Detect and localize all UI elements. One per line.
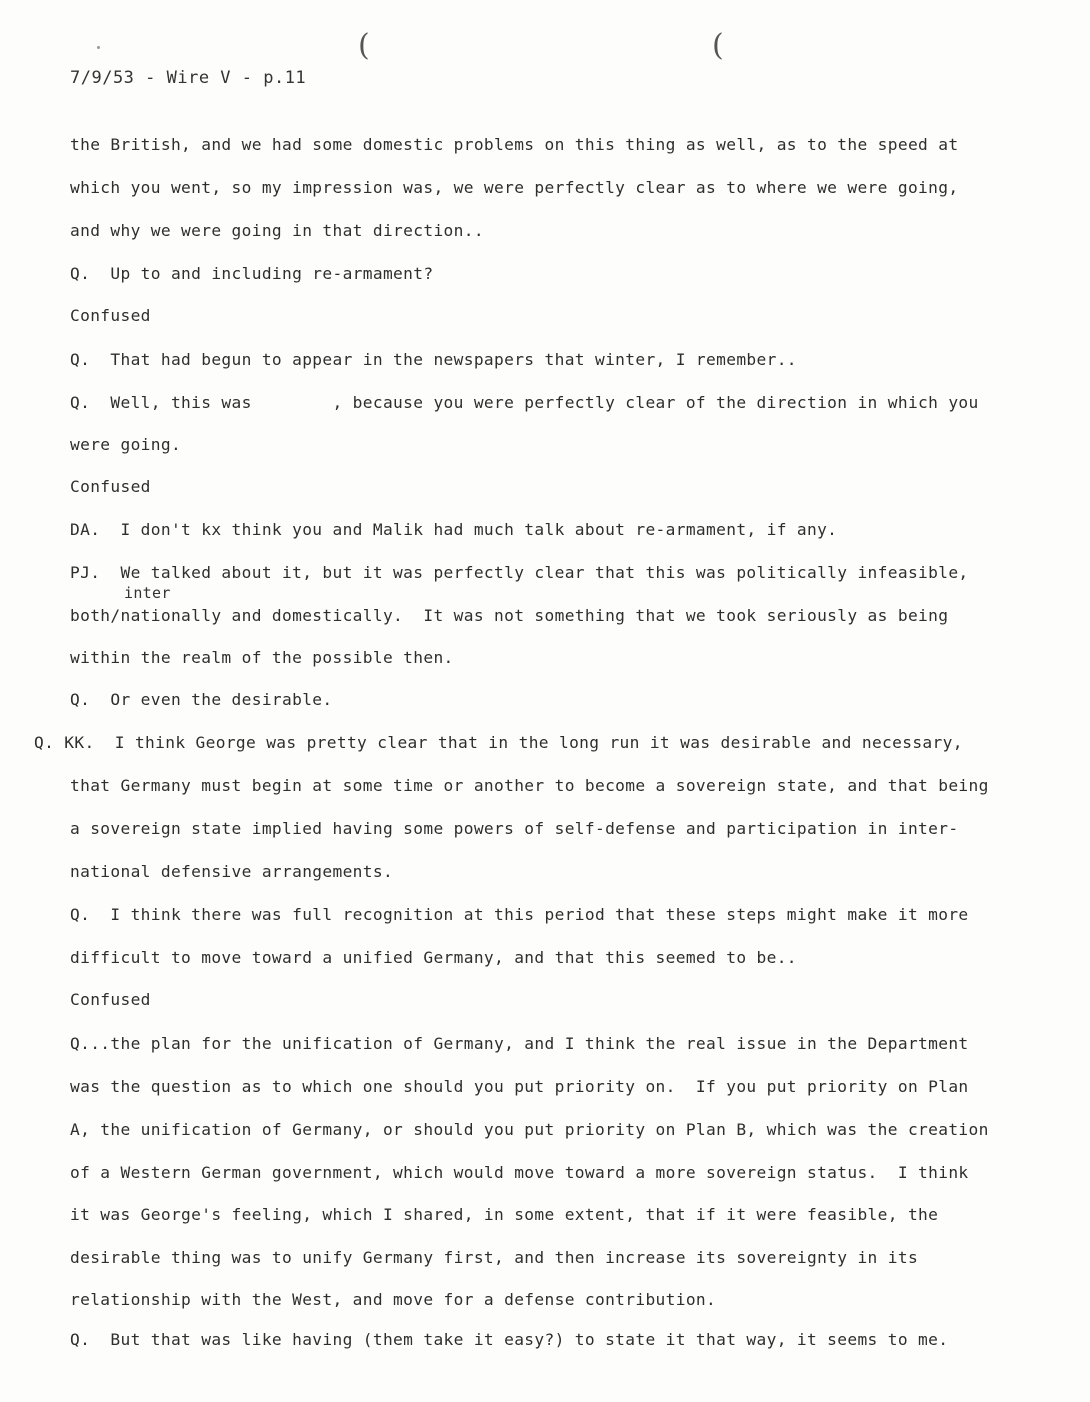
paper-speck xyxy=(97,46,100,49)
interlineation: inter xyxy=(124,584,171,602)
text-line-19: Q. I think there was full recognition at this period that these steps might make it more xyxy=(70,905,969,924)
text-line-22: Q...the plan for the unification of Germany, and I think the real issue in the Department xyxy=(70,1034,969,1053)
text-line-5: Confused xyxy=(70,306,151,325)
text-line-10: DA. I don't kx think you and Malik had much talk about re-armament, if any. xyxy=(70,520,838,539)
text-line-17: a sovereign state implied having some powers of self-defense and participation in inter- xyxy=(70,819,959,838)
text-line-9: Confused xyxy=(70,477,151,496)
text-line-26: it was George's feeling, which I shared, in some extent, that if it were feasible, the xyxy=(70,1205,939,1224)
text-line-16: that Germany must begin at some time or another to become a sovereign state, and that being xyxy=(70,776,989,795)
text-line-14: Q. Or even the desirable. xyxy=(70,690,333,709)
text-line-24: A, the unification of Germany, or should you put priority on Plan B, which was the creation xyxy=(70,1120,989,1139)
text-line-3: and why we were going in that direction.. xyxy=(70,221,484,240)
text-line-23: was the question as to which one should you put priority on. If you put priority on Plan xyxy=(70,1077,969,1096)
text-line-8: were going. xyxy=(70,435,182,454)
page-header: 7/9/53 - Wire V - p.11 xyxy=(70,68,307,88)
text-line-21: Confused xyxy=(70,990,151,1009)
text-line-4: Q. Up to and including re-armament? xyxy=(70,264,434,283)
text-line-12: both/nationally and domestically. It was not something that we took seriously as being xyxy=(70,606,949,625)
text-line-15: Q. KK. I think George was pretty clear that in the long run it was desirable and necessary, xyxy=(34,733,963,752)
text-line-27: desirable thing was to unify Germany first, and then increase its sovereignty in its xyxy=(70,1248,919,1267)
text-line-25: of a Western German government, which would move toward a more sovereign status. I think xyxy=(70,1163,969,1182)
text-line-1: the British, and we had some domestic problems on this thing as well, as to the speed at xyxy=(70,135,959,154)
text-line-13: within the realm of the possible then. xyxy=(70,648,454,667)
text-line-6: Q. That had begun to appear in the newspapers that winter, I remember.. xyxy=(70,350,797,369)
text-line-18: national defensive arrangements. xyxy=(70,862,394,881)
margin-mark-left: ( xyxy=(358,28,370,63)
text-line-11: PJ. We talked about it, but it was perfectly clear that this was politically infeasible, xyxy=(70,563,969,582)
text-line-28: relationship with the West, and move for a defense contribution. xyxy=(70,1290,717,1309)
text-line-20: difficult to move toward a unified Germany, and that this seemed to be.. xyxy=(70,948,797,967)
margin-mark-right: ( xyxy=(712,28,724,63)
text-line-2: which you went, so my impression was, we were perfectly clear as to where we were going, xyxy=(70,178,959,197)
text-line-7: Q. Well, this was , because you were perfectly clear of the direction in which you xyxy=(70,393,979,412)
text-line-29: Q. But that was like having (them take it easy?) to state it that way, it seems to me. xyxy=(70,1330,949,1349)
